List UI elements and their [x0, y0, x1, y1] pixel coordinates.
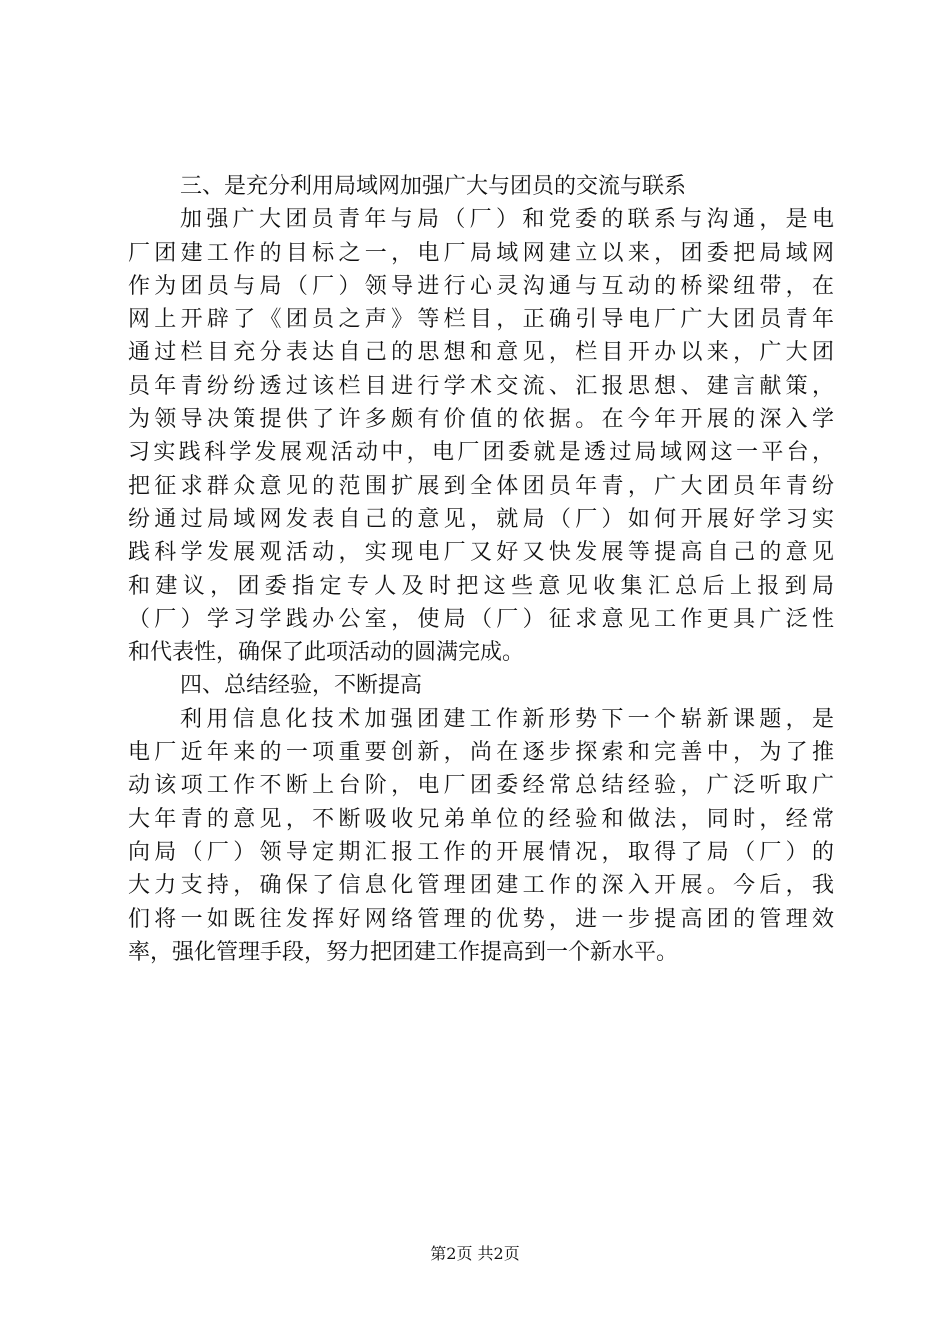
paragraph-line: 电厂近年来的一项重要创新，尚在逐步探索和完善中，为了推	[128, 740, 834, 766]
paragraph-line: 率，强化管理手段，努力把团建工作提高到一个新水平。	[128, 939, 679, 965]
page-number-footer: 第2页 共2页	[430, 1244, 520, 1263]
paragraph-line: 和代表性，确保了此项活动的圆满完成。	[128, 640, 525, 666]
paragraph-line: 向局（厂）领导定期汇报工作的开展情况，取得了局（厂）的	[128, 839, 834, 865]
paragraph-line: 大力支持，确保了信息化管理团建工作的深入开展。今后，我	[128, 873, 834, 899]
section-heading-3: 三、是充分利用局域网加强广大与团员的交流与联系	[180, 174, 687, 199]
paragraph-line: 和建议，团委指定专人及时把这些意见收集汇总后上报到局	[128, 573, 834, 599]
paragraph-line: 把征求群众意见的范围扩展到全体团员年青，广大团员年青纷	[128, 473, 834, 499]
paragraph-line: 纷通过局域网发表自己的意见，就局（厂）如何开展好学习实	[128, 506, 834, 532]
paragraph-line: 利用信息化技术加强团建工作新形势下一个崭新课题，是	[180, 706, 834, 732]
paragraph-line: 员年青纷纷透过该栏目进行学术交流、汇报思想、建言献策，	[128, 373, 834, 399]
paragraph-line: 作为团员与局（厂）领导进行心灵沟通与互动的桥梁纽带，在	[128, 273, 834, 299]
paragraph-line: 践科学发展观活动，实现电厂又好又快发展等提高自己的意见	[128, 540, 834, 566]
paragraph-line: 们将一如既往发挥好网络管理的优势，进一步提高团的管理效	[128, 906, 834, 932]
paragraph-line: 动该项工作不断上台阶，电厂团委经常总结经验，广泛听取广	[128, 773, 834, 799]
paragraph-line: 通过栏目充分表达自己的思想和意见，栏目开办以来，广大团	[128, 340, 834, 366]
paragraph-line: 厂团建工作的目标之一，电厂局域网建立以来，团委把局域网	[128, 240, 834, 266]
section-heading-4: 四、总结经验，不断提高	[180, 673, 423, 699]
paragraph-line: 习实践科学发展观活动中，电厂团委就是透过局域网这一平台，	[128, 440, 834, 466]
paragraph-line: 网上开辟了《团员之声》等栏目，正确引导电厂广大团员青年	[128, 307, 834, 333]
paragraph-line: 大年青的意见，不断吸收兄弟单位的经验和做法，同时，经常	[128, 806, 834, 832]
document-body	[128, 170, 834, 969]
paragraph-line: 加强广大团员青年与局（厂）和党委的联系与沟通，是电	[180, 207, 834, 233]
paragraph-line: （厂）学习学践办公室，使局（厂）征求意见工作更具广泛性	[128, 606, 834, 632]
paragraph-line: 为领导决策提供了许多颇有价值的依据。在今年开展的深入学	[128, 407, 834, 433]
